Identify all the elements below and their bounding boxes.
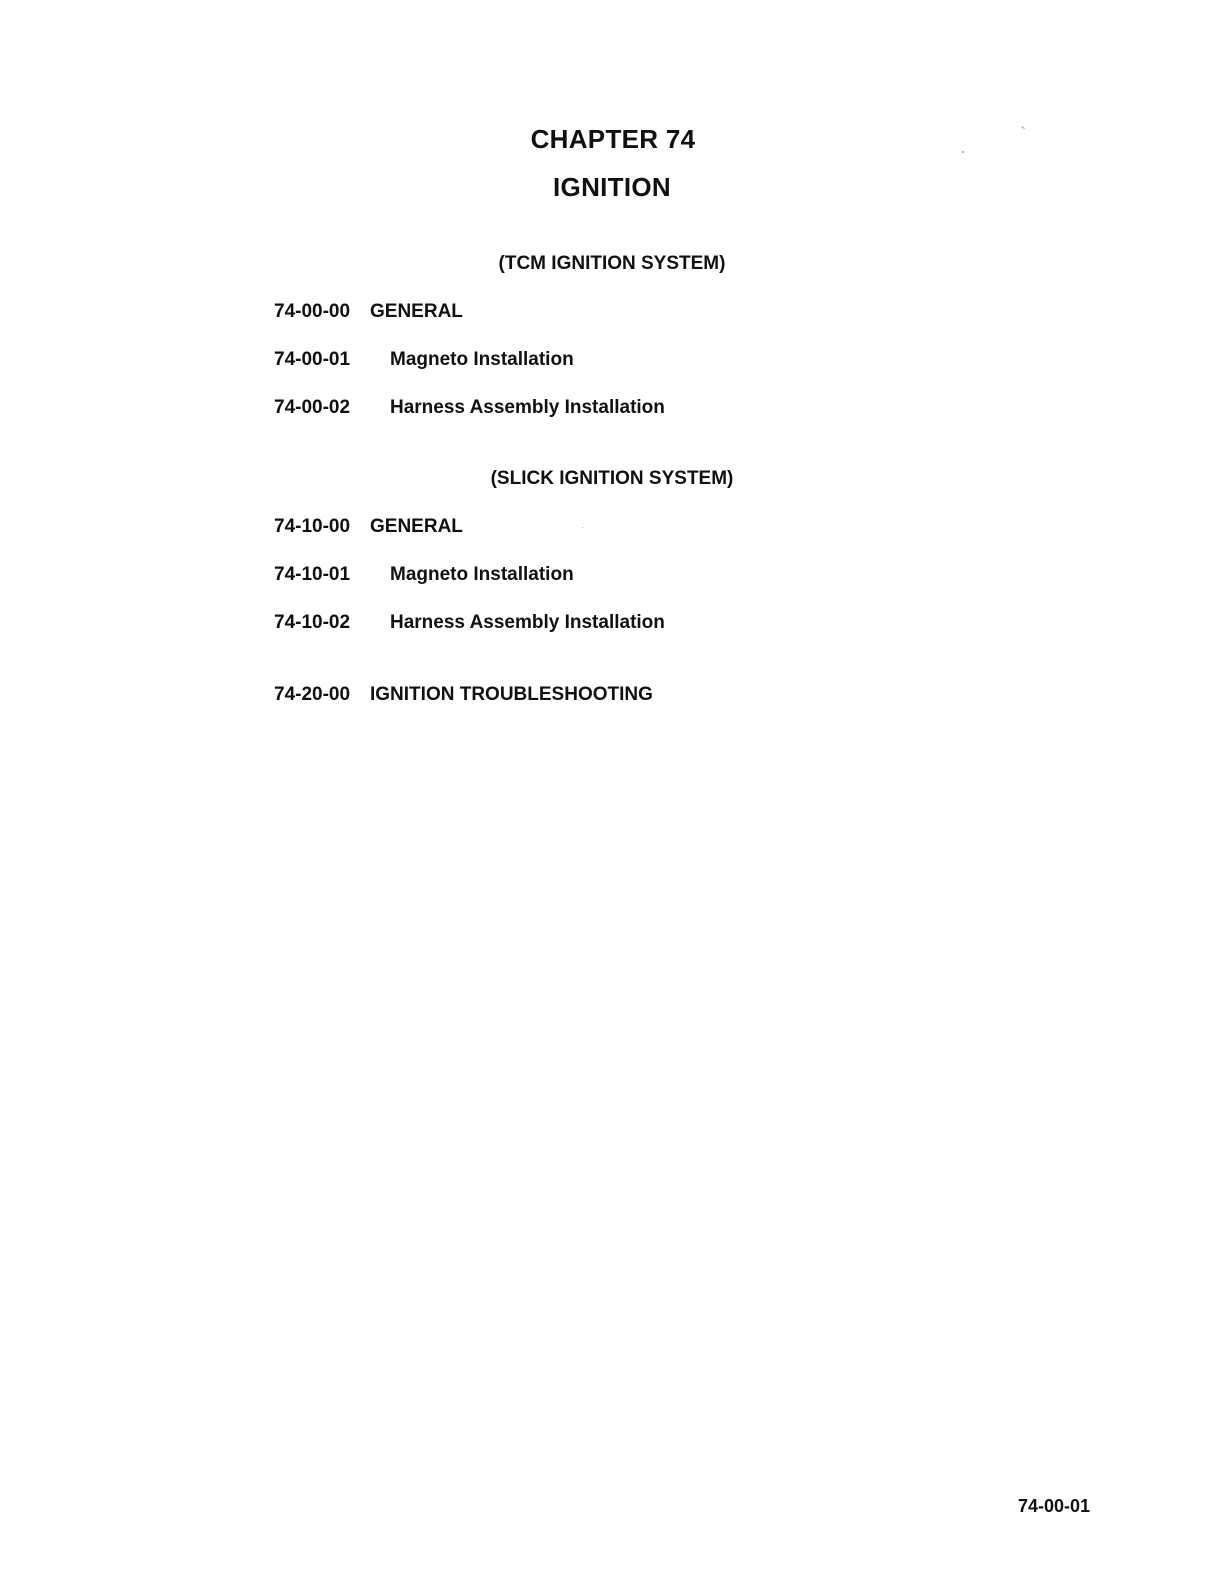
toc-entry-number: 74-10-02	[274, 612, 351, 633]
toc-entry	[274, 397, 665, 419]
toc-entry-number: 74-00-01	[274, 349, 351, 370]
scan-speck	[582, 527, 583, 528]
section-heading-slick: (SLICK IGNITION SYSTEM)	[490, 468, 734, 489]
toc-entry-title: Magneto Installation	[390, 349, 574, 370]
toc-entry-title: GENERAL	[370, 516, 463, 537]
toc-entry	[274, 516, 463, 538]
toc-entry-title: GENERAL	[370, 301, 463, 322]
toc-entry-troubleshooting	[274, 684, 653, 706]
toc-entry	[274, 349, 574, 371]
toc-entry-number: 74-10-00	[274, 516, 351, 537]
scan-speck	[962, 151, 964, 153]
toc-entry-number: 74-10-01	[274, 564, 351, 585]
toc-entry-title: IGNITION TROUBLESHOOTING	[370, 684, 653, 705]
toc-entry	[274, 301, 463, 323]
toc-entry-number: 74-20-00	[274, 684, 351, 705]
toc-entry-title: Harness Assembly Installation	[390, 612, 665, 633]
section-heading-tcm: (TCM IGNITION SYSTEM)	[498, 253, 726, 274]
toc-entry	[274, 612, 665, 634]
chapter-title: CHAPTER 74	[530, 124, 696, 154]
page-number: 74-00-01	[1018, 1496, 1091, 1516]
toc-entry	[274, 564, 574, 586]
toc-entry-title: Magneto Installation	[390, 564, 574, 585]
toc-entry-number: 74-00-00	[274, 301, 351, 322]
chapter-subject: IGNITION	[553, 172, 671, 202]
toc-entry-title: Harness Assembly Installation	[390, 397, 665, 418]
toc-entry-number: 74-00-02	[274, 397, 351, 418]
